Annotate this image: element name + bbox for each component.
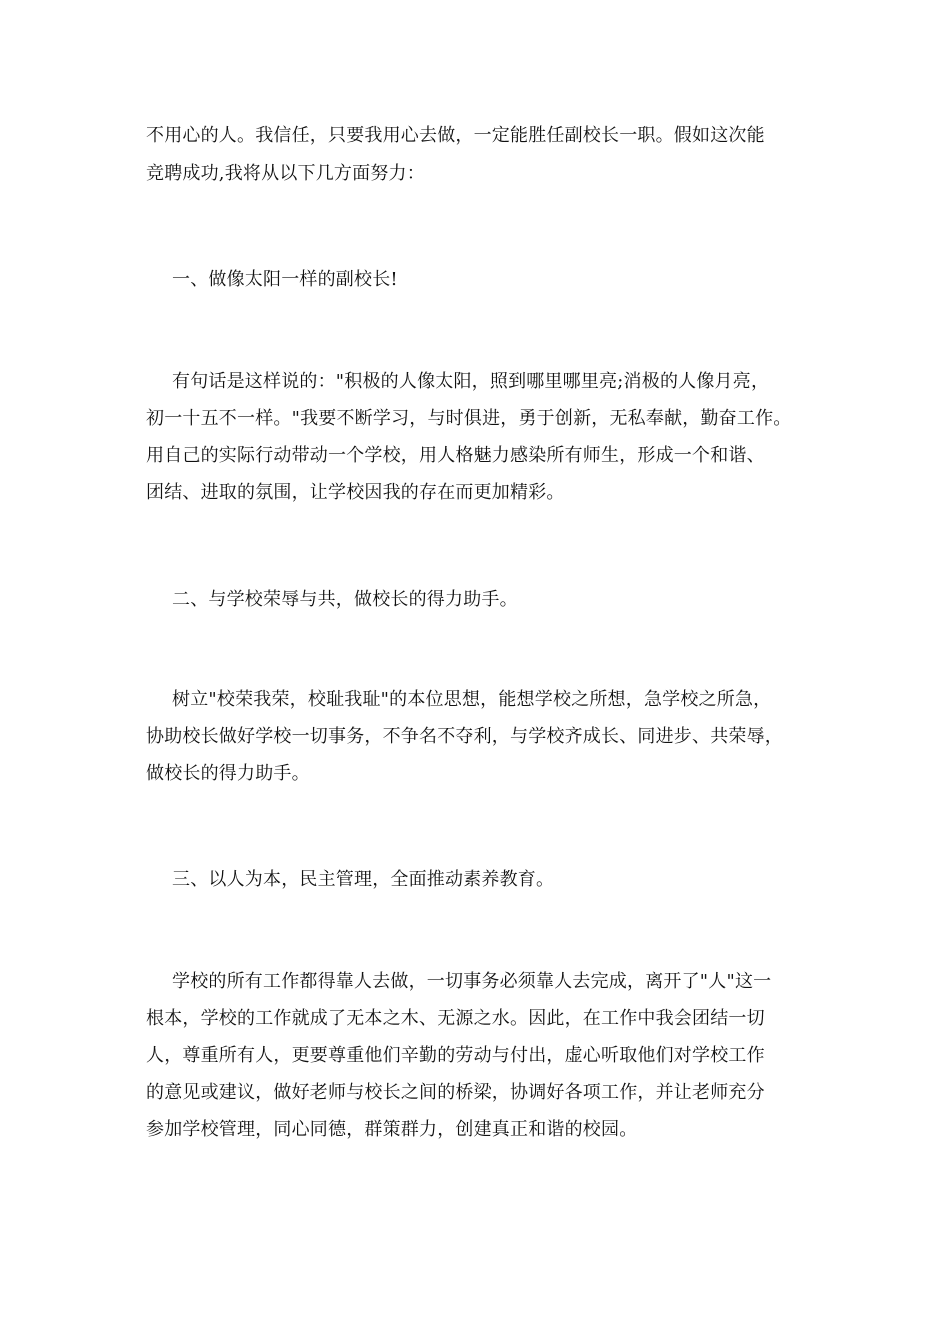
paragraph-line: 团结、进取的氛围，让学校因我的存在而更加精彩。 [146,482,565,503]
paragraph-line: 的意见或建议，做好老师与校长之间的桥梁，协调好各项工作，并让老师充分 [146,1082,765,1103]
paragraph-line: 根本，学校的工作就成了无本之木、无源之水。因此，在工作中我会团结一切 [146,1008,765,1029]
paragraph-line: 树立"校荣我荣，校耻我耻"的本位思想，能想学校之所想，急学校之所急， [172,689,772,710]
paragraph-line: 不用心的人。我信任，只要我用心去做，一定能胜任副校长一职。假如这次能 [146,125,765,146]
section-heading-1: 一、做像太阳一样的副校长! [172,269,398,290]
paragraph-line: 学校的所有工作都得靠人去做，一切事务必须靠人去完成，离开了"人"这一 [172,971,772,992]
paragraph-line: 做校长的得力助手。 [146,763,310,784]
section-heading-2: 二、与学校荣辱与共，做校长的得力助手。 [172,589,518,610]
paragraph-line: 用自己的实际行动带动一个学校，用人格魅力感染所有师生，形成一个和谐、 [146,445,765,466]
paragraph-line: 竞聘成功,我将从以下几方面努力： [146,163,425,184]
section-heading-3: 三、以人为本，民主管理，全面推动素养教育。 [172,869,555,890]
paragraph-line: 初一十五不一样。"我要不断学习，与时俱进，勇于创新，无私奉献，勤奋工作。 [146,408,792,429]
paragraph-line: 有句话是这样说的："积极的人像太阳，照到哪里哪里亮;消极的人像月亮， [172,371,770,392]
paragraph-line: 协助校长做好学校一切事务，不争名不夺利，与学校齐成长、同进步、共荣辱， [146,726,783,747]
paragraph-line: 人，尊重所有人，更要尊重他们辛勤的劳动与付出，虚心听取他们对学校工作 [146,1045,765,1066]
paragraph-line: 参加学校管理，同心同德，群策群力，创建真正和谐的校园。 [146,1119,638,1140]
